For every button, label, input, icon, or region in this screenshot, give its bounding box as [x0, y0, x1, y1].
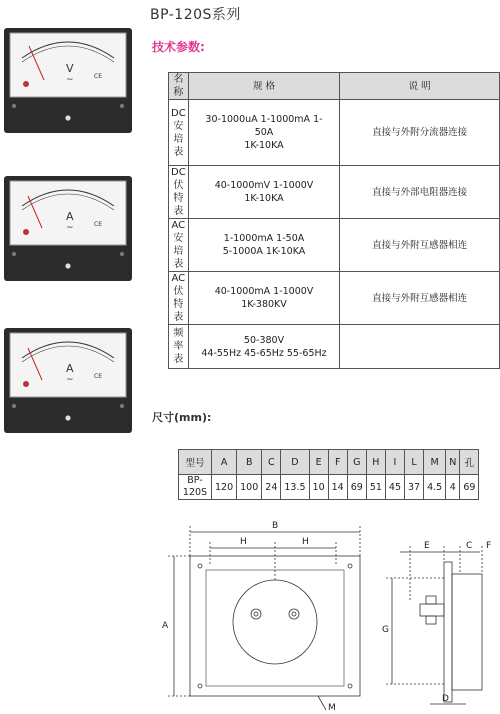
dim-value: 100: [237, 475, 262, 500]
row-desc: 直接与外附分流器连接: [340, 100, 500, 166]
spec-line: 50A: [254, 127, 274, 138]
meter-wave: ~: [66, 75, 74, 85]
spec-heading: 技术参数:: [152, 40, 205, 54]
dim-value: 24: [262, 475, 281, 500]
dim-value: 37: [405, 475, 424, 500]
header-desc: 说 明: [340, 73, 500, 100]
spec-line: 1-1000mA 1-50A: [223, 233, 305, 244]
dim-header: H: [366, 450, 385, 475]
spec-header-row: [169, 73, 500, 100]
dim-header: N: [446, 450, 460, 475]
dim-value: 10: [309, 475, 328, 500]
dimension-header-row: [179, 450, 479, 475]
dim-value: 51: [366, 475, 385, 500]
table-row: [169, 325, 500, 369]
table-row: [179, 475, 479, 500]
row-name: DC安培表: [169, 100, 189, 166]
dim-header: G: [347, 450, 366, 475]
dim-header: F: [328, 450, 347, 475]
label-F: F: [486, 541, 492, 551]
meter-wave: ~: [66, 375, 74, 385]
header-name: 名称: [169, 73, 189, 100]
header-spec: 规 格: [188, 73, 340, 100]
spec-line: 44-55Hz 45-65Hz 55-65Hz: [201, 347, 327, 359]
label-M: M: [328, 703, 336, 712]
row-spec: [188, 100, 340, 166]
row-spec: [188, 325, 340, 369]
meter-image-ammeter: [4, 176, 132, 281]
row-spec: [188, 219, 340, 272]
dim-header: E: [309, 450, 328, 475]
meter-image-voltmeter: [4, 28, 132, 133]
row-name: 频率表: [169, 325, 189, 369]
row-name: AC伏特表: [169, 272, 189, 325]
dim-value: 14: [328, 475, 347, 500]
table-row: [169, 166, 500, 219]
dim-value: 13.5: [281, 475, 309, 500]
dimension-table: [178, 449, 479, 500]
meter-symbol: A: [66, 210, 74, 223]
label-A: A: [162, 621, 169, 631]
dim-value: 4: [446, 475, 460, 500]
spec-table: [168, 72, 500, 369]
dim-header: B: [237, 450, 262, 475]
dim-header: M: [424, 450, 446, 475]
dim-header: C: [262, 450, 281, 475]
table-row: [169, 219, 500, 272]
row-name: AC安培表: [169, 219, 189, 272]
table-row: [169, 100, 500, 166]
row-desc: 直接与外附互感器相连: [340, 219, 500, 272]
dimension-heading: 尺寸(mm):: [152, 411, 212, 424]
spec-line: 40-1000mV 1-1000V: [214, 180, 314, 191]
dim-value: 45: [385, 475, 404, 500]
label-H: H: [302, 537, 309, 547]
label-H: H: [240, 537, 247, 547]
row-desc: [340, 325, 500, 369]
row-name: DC伏特表: [169, 166, 189, 219]
svg-text:CE: CE: [94, 373, 102, 380]
spec-line: 30-1000uA 1-1000mA 1-: [205, 114, 323, 125]
spec-line: 1K-10KA: [244, 140, 284, 151]
label-E: E: [424, 541, 430, 551]
row-desc: 直接与外部电阻器连接: [340, 166, 500, 219]
dim-value: 69: [460, 475, 479, 500]
dim-header: A: [212, 450, 237, 475]
label-G: G: [382, 625, 389, 635]
dim-value: 120: [212, 475, 237, 500]
row-desc: 直接与外附互感器相连: [340, 272, 500, 325]
spec-line: 1K-10KA: [244, 193, 284, 204]
dim-header: L: [405, 450, 424, 475]
dim-header: 孔: [460, 450, 479, 475]
meter-wave: ~: [66, 223, 74, 233]
label-D: D: [442, 694, 449, 704]
dim-value: 69: [347, 475, 366, 500]
dim-header: I: [385, 450, 404, 475]
page-title: BP-120S系列: [150, 7, 241, 23]
spec-line: 50-380V: [243, 334, 285, 346]
row-spec: [188, 166, 340, 219]
label-B: B: [272, 521, 279, 531]
dim-header: D: [281, 450, 309, 475]
row-spec: [188, 272, 340, 325]
table-row: [169, 272, 500, 325]
spec-line: 40-1000mA 1-1000V: [214, 286, 314, 297]
meter-image-ammeter-2: [4, 328, 132, 433]
meter-symbol: V: [66, 62, 74, 75]
svg-text:CE: CE: [94, 221, 102, 228]
dim-header: 型号: [179, 450, 212, 475]
spec-line: 5-1000A 1K-10KA: [222, 246, 306, 257]
dim-model: BP-120S: [179, 475, 212, 500]
dimension-drawing: [160, 518, 498, 712]
svg-text:CE: CE: [94, 73, 102, 80]
spec-line: 1K-380KV: [241, 299, 287, 310]
dim-value: 4.5: [424, 475, 446, 500]
label-C: C: [466, 541, 473, 551]
meter-symbol: A: [66, 362, 74, 375]
